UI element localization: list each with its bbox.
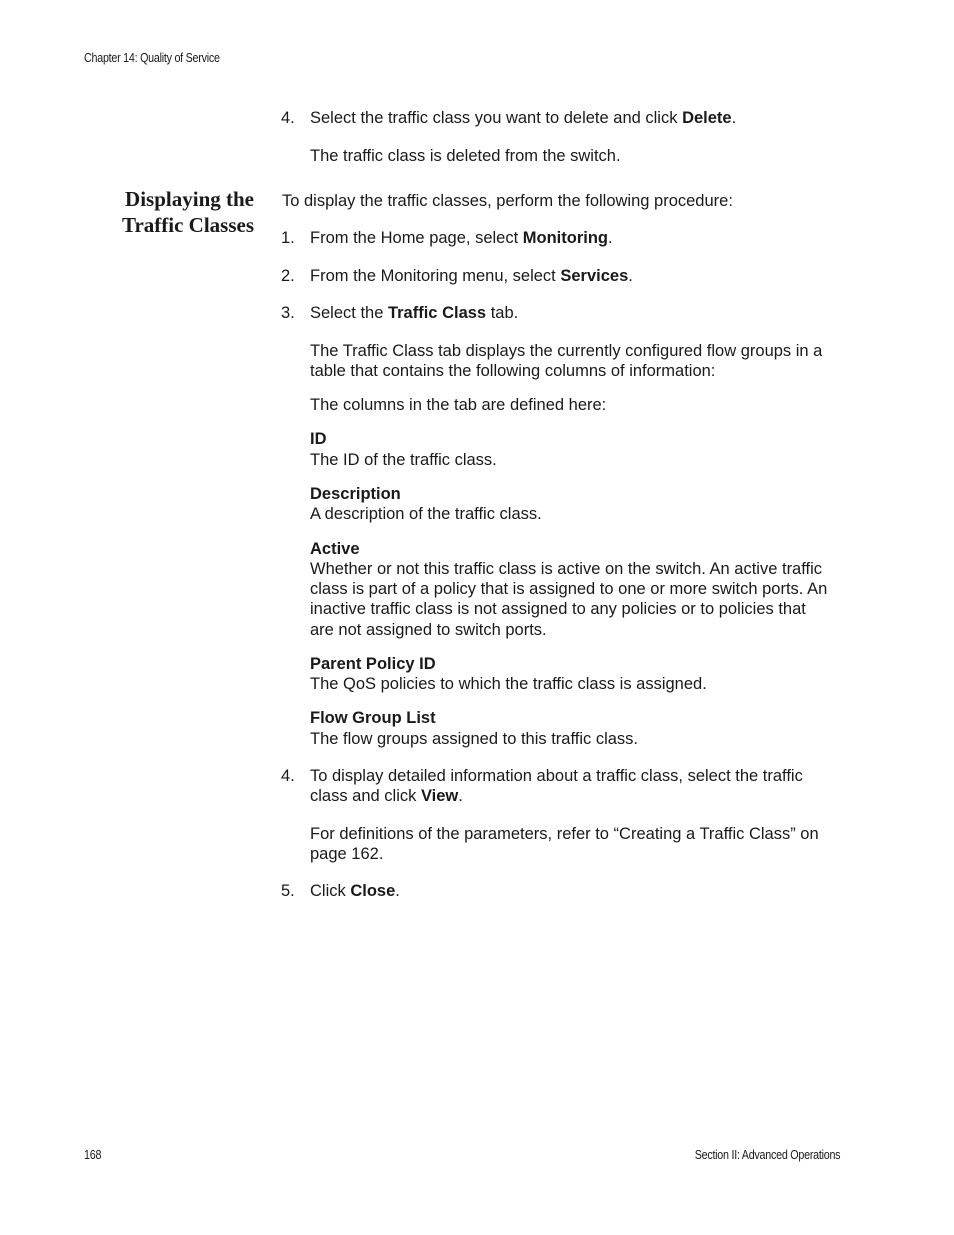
- column-term: Description: [310, 485, 401, 503]
- step-text: Click: [310, 882, 351, 900]
- column-definition: The flow groups assigned to this traffic class.: [310, 730, 639, 748]
- step-emphasis: Services: [560, 267, 629, 285]
- step-punct: .: [731, 109, 737, 127]
- step-text: Select the: [310, 304, 388, 322]
- section-heading-line1: Displaying the: [125, 187, 254, 211]
- tab-description-line1: The Traffic Class tab displays the currently configured flow groups in a: [310, 342, 823, 360]
- delete-result: The traffic class is deleted from the switch.: [310, 147, 621, 165]
- delete-button-label: Delete: [682, 109, 732, 127]
- close-button-label: Close: [350, 882, 396, 900]
- reference-line1: For definitions of the parameters, refer to “Creating a Traffic Class” on: [310, 825, 819, 843]
- step-1: [310, 228, 613, 248]
- tab-description-line2: table that contains the following columns of information:: [310, 362, 716, 380]
- columns-intro: The columns in the tab are defined here:: [310, 396, 607, 414]
- step-2: [310, 266, 633, 286]
- step-number: 1.: [281, 229, 295, 247]
- step-3: [310, 303, 518, 323]
- step-number: 4.: [281, 109, 295, 127]
- column-term: ID: [310, 430, 327, 448]
- step-number: 5.: [281, 882, 295, 900]
- step-text: From the Home page, select: [310, 229, 523, 247]
- step-punct: .: [458, 787, 463, 805]
- column-term: Parent Policy ID: [310, 655, 436, 673]
- step-emphasis: Traffic Class: [387, 304, 487, 322]
- column-term: Active: [310, 540, 360, 558]
- column-definition: The ID of the traffic class.: [310, 451, 497, 469]
- step-punct: .: [628, 267, 633, 285]
- column-definition: Whether or not this traffic class is active on the switch. An active traffic: [310, 560, 823, 578]
- step-punct: .: [395, 882, 400, 900]
- view-button-label: View: [420, 787, 459, 805]
- delete-step-text: [310, 108, 736, 128]
- section-heading-line2: Traffic Classes: [122, 213, 254, 237]
- step-number: 4.: [281, 767, 295, 785]
- column-definition: A description of the traffic class.: [310, 505, 542, 523]
- step-text: class and click: [310, 787, 421, 805]
- page-number: 168: [84, 1148, 102, 1162]
- column-definition: are not assigned to switch ports.: [310, 621, 547, 639]
- step-4-line1: To display detailed information about a traffic class, select the traffic: [310, 767, 803, 785]
- step-text: From the Monitoring menu, select: [310, 267, 561, 285]
- procedure-intro: To display the traffic classes, perform the following procedure:: [282, 192, 733, 210]
- step-text: Select the traffic class you want to delete and click: [310, 109, 683, 127]
- column-definition: class is part of a policy that is assigned to one or more switch ports. An: [310, 580, 828, 598]
- column-definition: The QoS policies to which the traffic class is assigned.: [310, 675, 707, 693]
- running-header: Chapter 14: Quality of Service: [84, 51, 220, 65]
- step-5: [310, 881, 400, 901]
- step-number: 2.: [281, 267, 295, 285]
- column-definition: inactive traffic class is not assigned to any policies or to policies that: [310, 600, 806, 618]
- step-emphasis: Monitoring: [522, 229, 608, 247]
- step-punct: tab.: [486, 304, 519, 322]
- step-number: 3.: [281, 304, 295, 322]
- step-4-line2: [310, 786, 463, 806]
- column-term: Flow Group List: [310, 709, 436, 727]
- step-punct: .: [608, 229, 613, 247]
- reference-line2: page 162.: [310, 845, 384, 863]
- running-footer: Section II: Advanced Operations: [694, 1148, 840, 1162]
- section-heading: [100, 186, 254, 238]
